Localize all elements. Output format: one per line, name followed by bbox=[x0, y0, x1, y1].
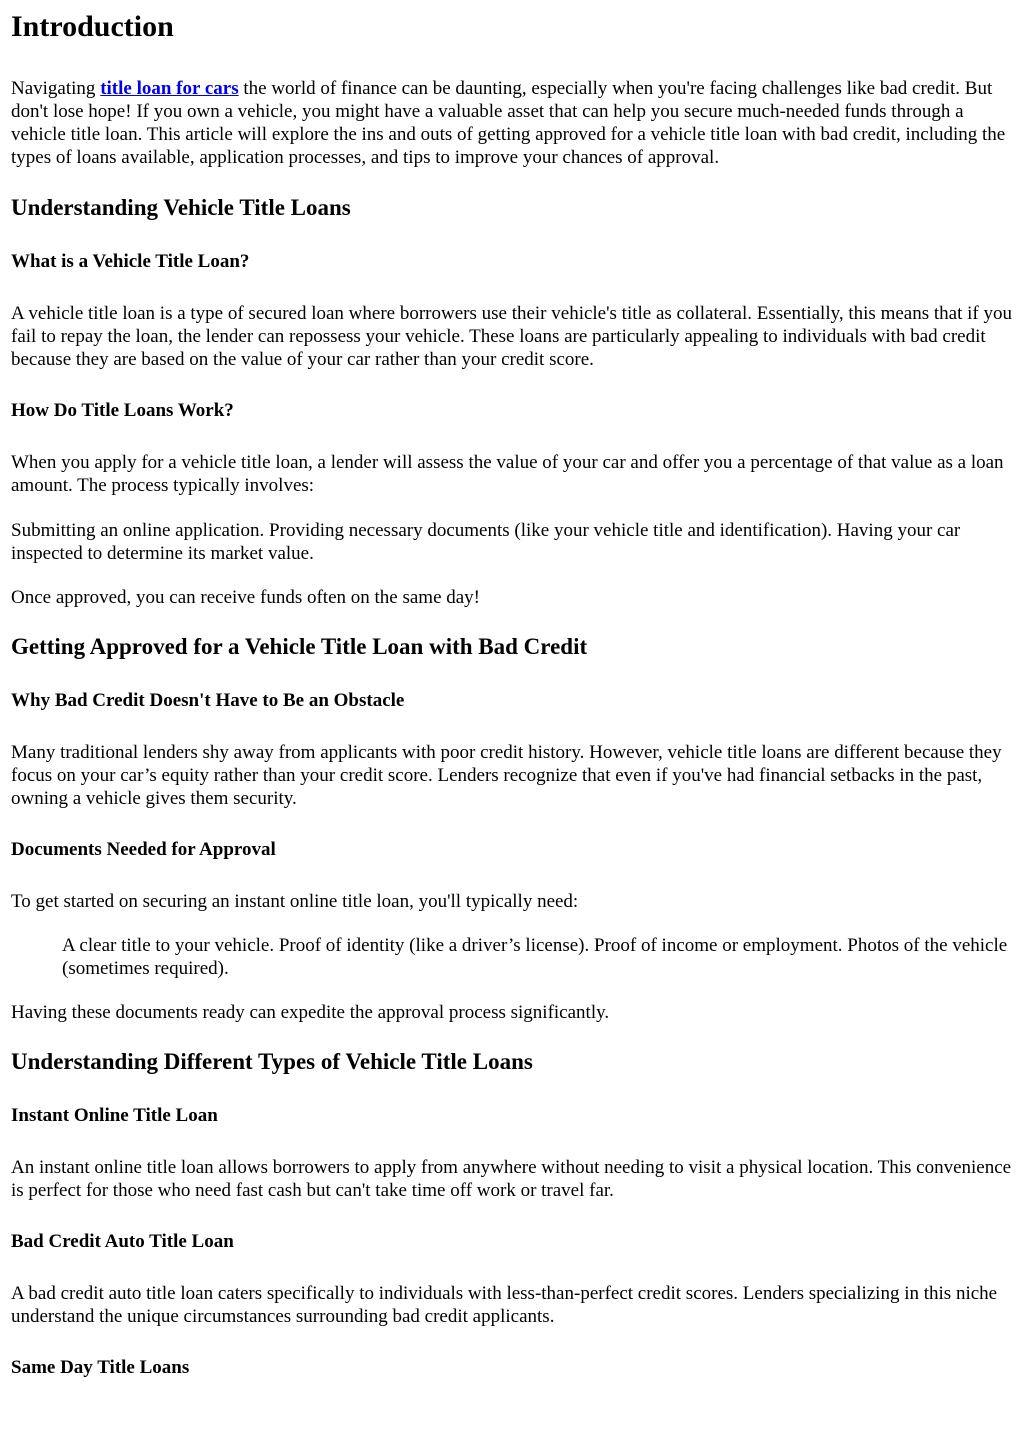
subheading-what-is: What is a Vehicle Title Loan? bbox=[11, 251, 250, 272]
section-heading-types: Understanding Different Types of Vehicle Title Loans bbox=[11, 1049, 533, 1074]
title-loan-link[interactable]: title loan for cars bbox=[100, 78, 239, 99]
intro-paragraph bbox=[11, 77, 1014, 169]
paragraph-how-work-3: Once approved, you can receive funds often on the same day! bbox=[11, 587, 481, 608]
subheading-same-day: Same Day Title Loans bbox=[11, 1357, 190, 1378]
paragraph-instant-online: An instant online title loan allows borrowers to apply from anywhere without needing to visit a physical location. This convenience is perfect for those who need fast cash but can't take time off work or travel far. bbox=[11, 1157, 1012, 1201]
subheading-bad-credit-auto: Bad Credit Auto Title Loan bbox=[11, 1231, 234, 1252]
paragraph-how-work-steps: Submitting an online application. Providing necessary documents (like your vehicle title and identification). Having your car inspected to determine its market value. bbox=[11, 520, 961, 564]
paragraph-bad-credit-auto: A bad credit auto title loan caters specifically to individuals with less-than-perfect credit scores. Lenders specializing in this niche understand the unique circumstances surrounding bad credit applicants. bbox=[11, 1283, 998, 1327]
section-heading-understanding: Understanding Vehicle Title Loans bbox=[11, 195, 351, 220]
subheading-why-bad-credit: Why Bad Credit Doesn't Have to Be an Obstacle bbox=[11, 690, 405, 711]
intro-text-start: Navigating bbox=[11, 78, 101, 99]
subheading-how-work: How Do Title Loans Work? bbox=[11, 400, 234, 421]
paragraph-what-is: A vehicle title loan is a type of secured loan where borrowers use their vehicle's title as collateral. Essentially, this means that if you fail to repay the loan, the lender can repossess your vehicle. These loans are particularly appealing to individuals with bad credit because they are based on the value of your car rather than your credit score. bbox=[11, 303, 1012, 370]
paragraph-documents-intro: To get started on securing an instant online title loan, you'll typically need: bbox=[11, 891, 579, 912]
paragraph-why-bad-credit: Many traditional lenders shy away from applicants with poor credit history. However, vehicle title loans are different because they focus on your car’s equity rather than your credit score. Lenders recognize that even if you've had financial setbacks in the past, owning a vehicle gives them security. bbox=[11, 742, 1002, 809]
documents-list: A clear title to your vehicle. Proof of identity (like a driver’s license). Proof of income or employment. Photos of the vehicle (sometimes required). bbox=[62, 935, 1008, 979]
subheading-instant-online: Instant Online Title Loan bbox=[11, 1105, 218, 1126]
intro-text-end: the world of finance can be daunting, especially when you're facing challenges like bad credit. But don't lose hope! If you own a vehicle, you might have a valuable asset that can help you secure much-needed funds through a vehicle title loan. This article will explore the ins and outs of getting approved for a vehicle title loan with bad credit, including the types of loans available, application processes, and tips to improve your chances of approval. bbox=[11, 78, 1006, 168]
section-heading-approved: Getting Approved for a Vehicle Title Loan with Bad Credit bbox=[11, 634, 588, 659]
page-title: Introduction bbox=[11, 10, 174, 43]
article bbox=[0, 8, 1024, 1380]
paragraph-how-work-1: When you apply for a vehicle title loan, a lender will assess the value of your car and offer you a percentage of that value as a loan amount. The process typically involves: bbox=[11, 452, 1004, 496]
subheading-documents: Documents Needed for Approval bbox=[11, 839, 276, 860]
paragraph-documents-outro: Having these documents ready can expedite the approval process significantly. bbox=[11, 1002, 610, 1023]
